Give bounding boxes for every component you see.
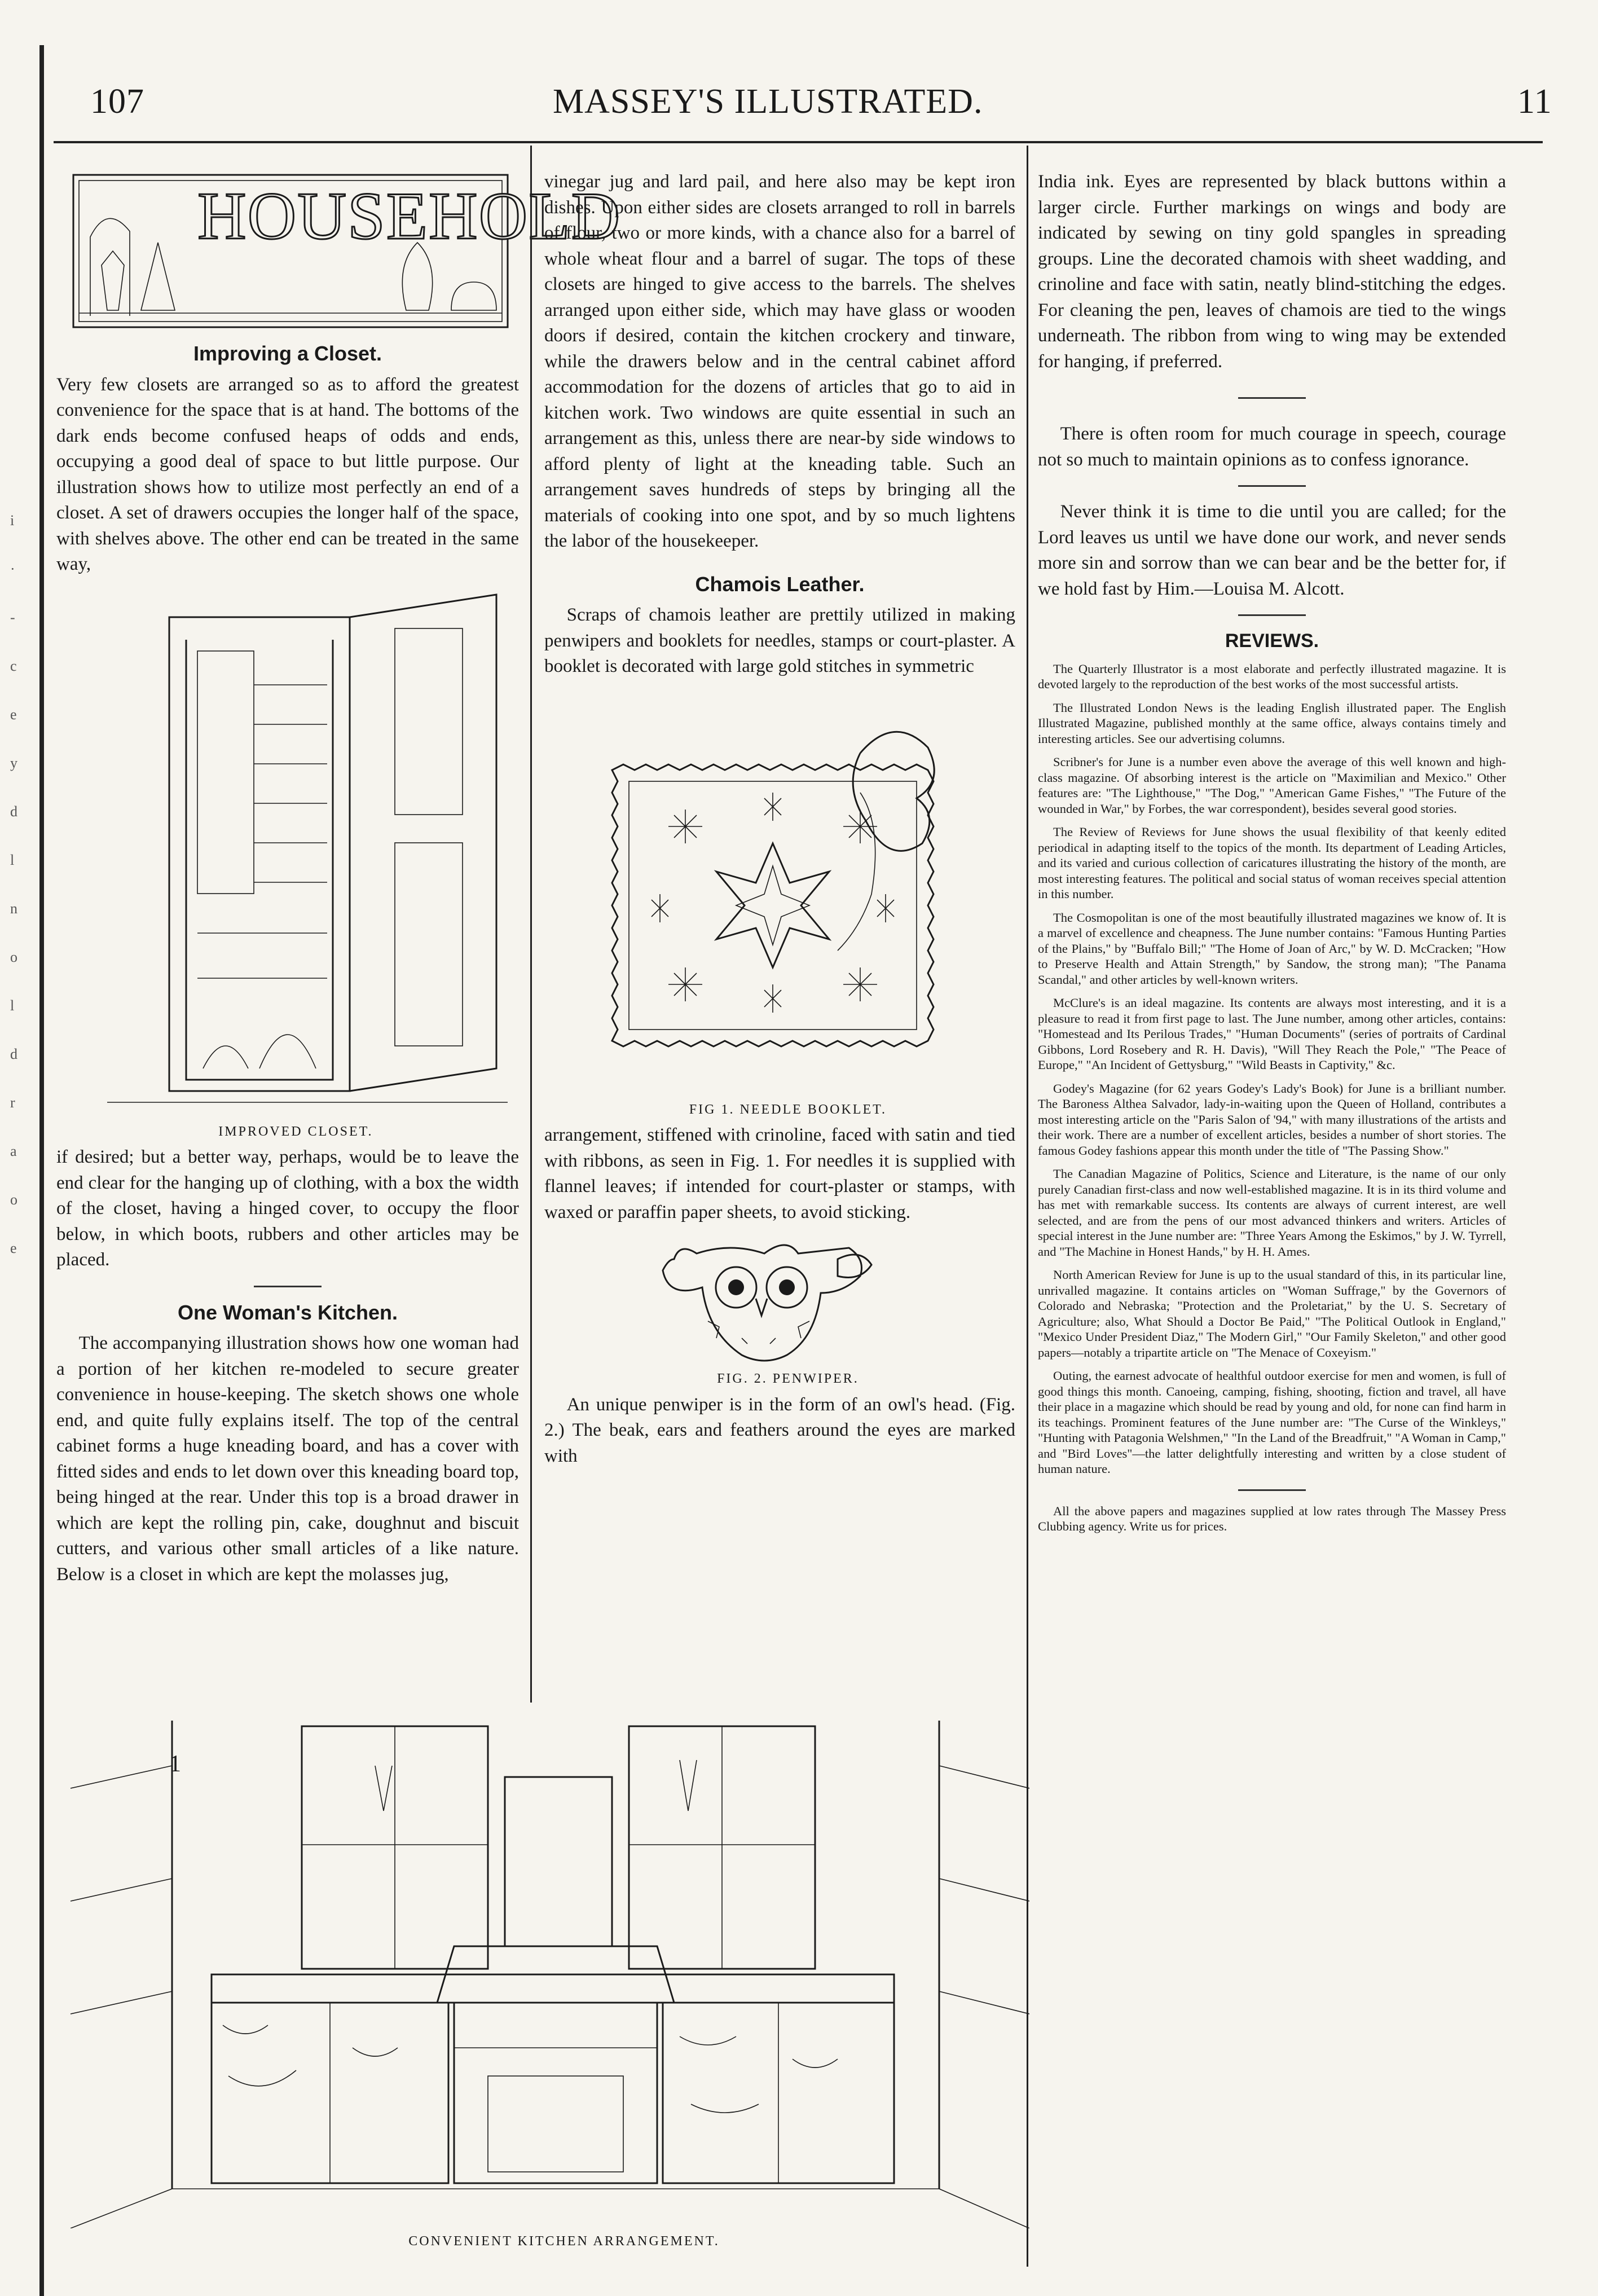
- closet-paragraph-1: Very few closets are arranged so as to afford the greatest convenience for the space that is at hand. The bottoms of the dark ends become confused heaps of odds and ends, occupying a good deal of space to but little purpose. Our illustration shows how to utilize most perfectly an end of a closet. A set of drawers occupies the longer half of the space, with shelves above. The other end can be treated in the same way,: [56, 374, 519, 574]
- kitchen-paragraph-1: The accompanying illustration shows how one woman had a portion of her kitchen re-modeled to secure greater convenience in house-keeping. The sketch shows one whole end, and quite fully explains itself. The top of the central cabinet forms a huge kneading board, and has a cover with fitted sides and ends to let down over this kneading board top, being hinged at the rear. Under this top is a broad drawer in which are kept the rolling pin, cake, doughnut and biscuit cutters, and various other small articles of a like nature. Below is a closet in which are kept the molasses jug,: [56, 1333, 519, 1585]
- review-quarterly-illustrator: The Quarterly Illustrator is a most elaborate and perfectly illustrated magazine. It is devoted largely to the reproduction of the best works of the most successful artists.: [1038, 661, 1506, 691]
- review-godeys: Godey's Magazine (for 62 years Godey's Lady's Book) for June is a brilliant number. The Baroness Althea Salvador, lady-in-waiting upon the Queen of Holland, contributes a most interesting article on the "Paris Salon of '94," with many illustrations of the artists and their work. There are a number of excellent articles, besides a number of short stories. The famous Godey fashions appear this month under the title of "The Passing Show.": [1038, 1081, 1506, 1158]
- kitchen-caption: CONVENIENT KITCHEN ARRANGEMENT.: [408, 2234, 720, 2249]
- column-1: [56, 169, 622, 1587]
- header-rule: [54, 141, 1543, 143]
- owl-paragraph-continued: India ink. Eyes are represented by black buttons within a larger circle. Further markings on wings and body are indicated by sewing on tiny gold spangles in spreading groups. Line the decorated chamois with sheet wadding, and crinoline and face with satin, neatly blind-stitching the edges. For cleaning the pen, leaves of chamois are tied to the wings underneath. The ribbon from wing to wing may be extended for hanging, if preferred.: [1038, 171, 1506, 372]
- fig2-caption: FIG. 2. PENWIPER.: [717, 1371, 859, 1386]
- kitchen-arrangement-illustration: [59, 1709, 1029, 2228]
- needle-booklet-illustration: [544, 702, 1015, 1097]
- review-outing: Outing, the earnest advocate of healthful outdoor exercise for men and women, is full of good things this month. Canoeing, camping, fishing, shooting, fiction and travel, all have their place in a magazine which should be read by young and old, for none can find harm in its teachings. Prominent features of the June number are: "The Curse of the Winkleys," "Hunting with Patagonia Welshmen," "In the Land of the Breadfruit," "A Woman in Camp," and "Bird Loves"—the latter delightfully interesting and written by a close student of human nature.: [1038, 1369, 1506, 1476]
- reviews-list: [1038, 661, 1506, 1534]
- chamois-heading: Chamois Leather.: [695, 572, 865, 596]
- separator-rule: [254, 1286, 322, 1287]
- left-border-rule: [39, 45, 44, 2296]
- page-number-left: 107: [90, 82, 144, 121]
- chamois-paragraph-1: Scraps of chamois leather are prettily utilized in making penwipers and booklets for needles, stamps or court-plaster. A booklet is decorated with large gold stitches in symmetric: [544, 605, 1015, 676]
- column-2: [544, 169, 1015, 1469]
- separator-rule: [1238, 614, 1306, 616]
- separator-rule: [1238, 485, 1306, 487]
- courage-paragraph: There is often room for much courage in speech, courage not so much to maintain opinions as to confess ignorance.: [1038, 424, 1506, 470]
- alcott-quote: Never think it is time to die until you are called; for the Lord leaves us until we have done our work, and never sends more sin and sorrow than we can bear and be the better for, if we hold fast by Him.—Louisa M. Alcott.: [1038, 502, 1506, 599]
- owl-penwiper-illustration: [544, 1237, 1015, 1366]
- review-cosmopolitan: The Cosmopolitan is one of the most beautifully illustrated magazines we know of. It is a marvel of excellence and cheapness. The June number contains: "Famous Hunting Parties of the Plains," by "Buffalo Bill;" "The Home of Joan of Arc," by W. D. McCracken; "How to Preserve Health and Attain Strength," by Sandow, the strong man); "The Panama Scandal," and other articles by well-known writers.: [1038, 910, 1506, 987]
- kitchen-heading: One Woman's Kitchen.: [178, 1300, 398, 1324]
- review-scribners: Scribner's for June is a number even above the average of this well known and high-class magazine. Of absorbing interest is the article on "Maximilian and Mexico." Other features are: "The Lighthouse," "The Dog," "American Game Fishes," "The Future of the wounded in War," by Forbes, the war correspondent), besides several good stories.: [1038, 755, 1506, 816]
- clubbing-agency-note: All the above papers and magazines supplied at low rates through The Massey Press Clubbing agency. Write us for prices.: [1038, 1503, 1506, 1533]
- closet-caption: IMPROVED CLOSET.: [218, 1124, 373, 1139]
- review-north-american: North American Review for June is up to the usual standard of this, in its particular line, unrivalled magazine. It contains articles on "Woman Suffrage," by the Governors of Colorado and Nebraska; "Protection and the Proletariat," by the U. S. Secretary of Agriculture; also, What Should a Doctor Be Paid," "The Political Outlook in England," "Mexico Under President Diaz," The Modern Girl," "Our Family Skeleton," and other good papers—notably a tripartite article on "The Menace of Coxeyism.": [1038, 1268, 1506, 1360]
- closet-paragraph-2: if desired; but a better way, perhaps, would be to leave the end clear for the hanging up of clothing, with a box the width of the closet, having a hinged cover, to occupy the floor below, in which boots, rubbers and other articles may be placed.: [56, 1147, 519, 1270]
- improved-closet-illustration: [56, 583, 519, 1119]
- household-banner-title: HOUSEHOLD: [197, 178, 622, 253]
- kitchen-paragraph-2: vinegar jug and lard pail, and here also may be kept iron dishes. Upon either sides are closets arranged to roll in barrels of flour, two or more kinds, with a chance also for a barrel of whole wheat flour and a barrel of sugar. The tops of these closets are hinged to give access to the barrels. The shelves arranged upon either side, which may have glass or wooden doors if desired, contain the kitchen crockery and tinware, while the drawers below and in the central cabinet afford accommodation for the dozens of articles that go to aid in kitchen work. Two windows are quite essential in such an arrangement as this, unless there are near-by side windows to afford plenty of light at the kneading table. Such an arrangement saves hundreds of steps by bringing all the materials of cooking into one spot, and by so much lightens the labor of the housekeeper.: [544, 171, 1015, 551]
- reviews-heading: REVIEWS.: [1225, 630, 1319, 652]
- review-review-of-reviews: The Review of Reviews for June shows the usual flexibility of that keenly edited periodical in adapting itself to the topics of the month. Its department of Leading Articles, and its varied and curious collection of caricatures illustrating the history of the month, are most interesting features. The political and social status of woman receives special attention in this number.: [1038, 825, 1506, 901]
- review-mcclures: McClure's is an ideal magazine. Its contents are always most interesting, and it is a pleasure to read it from first page to last. The June number, among other articles, contains: "Homestead and Its Perilous Trades," "Human Documents" (series of portraits of Cardinal Gibbons, Lord Rosebery and R. H. Davis), "Will They Reach the Pole," "The Peace of Europe," "An Incident of Gettysburg," "Wild Beasts in Captivity," &c.: [1038, 996, 1506, 1072]
- household-banner: [56, 169, 622, 333]
- bleed-through-margin: i · - c e y d l n o l d r a o e: [10, 512, 17, 1256]
- column-divider-1: [530, 146, 532, 1703]
- fig1-caption: FIG 1. NEEDLE BOOKLET.: [689, 1102, 887, 1117]
- chamois-paragraph-3: An unique penwiper is in the form of an owl's head. (Fig. 2.) The beak, ears and feathers around the eyes are marked with: [544, 1394, 1015, 1466]
- journal-title: MASSEY'S ILLUSTRATED.: [553, 82, 983, 121]
- separator-rule: [1238, 1489, 1306, 1491]
- closet-heading: Improving a Closet.: [193, 342, 382, 365]
- page-header: [73, 82, 1552, 133]
- chamois-paragraph-2: arrangement, stiffened with crinoline, faced with satin and tied with ribbons, as seen in Fig. 1. For needles it is supplied with flannel leaves; if intended for court-plaster or stamps, with waxed or paraffin paper sheets, to avoid sticking.: [544, 1125, 1015, 1222]
- review-canadian-magazine: The Canadian Magazine of Politics, Science and Literature, is the name of our only purely Canadian first-class and now well-established magazine. It is in its third volume and has met with remarkable success. Its contents are always of current interest, are well selected, and are from the pens of our most advanced thinkers and writers. Articles of special interest in the June number are: "Three Years Among the Eskimos," by J. W. Tyrrell, and "The Machine in Honest Hands," by H. H. Ames.: [1038, 1167, 1506, 1259]
- kitchen-figure-number: 1: [169, 1751, 181, 1777]
- review-illustrated-london-news: The Illustrated London News is the leading English illustrated paper. The English Illustrated Magazine, published monthly at the same office, always contains timely and interesting articles. See our advertising columns.: [1038, 700, 1506, 746]
- separator-rule: [1238, 397, 1306, 399]
- column-3: [1038, 169, 1506, 1542]
- page-number-right: 11: [1517, 82, 1552, 121]
